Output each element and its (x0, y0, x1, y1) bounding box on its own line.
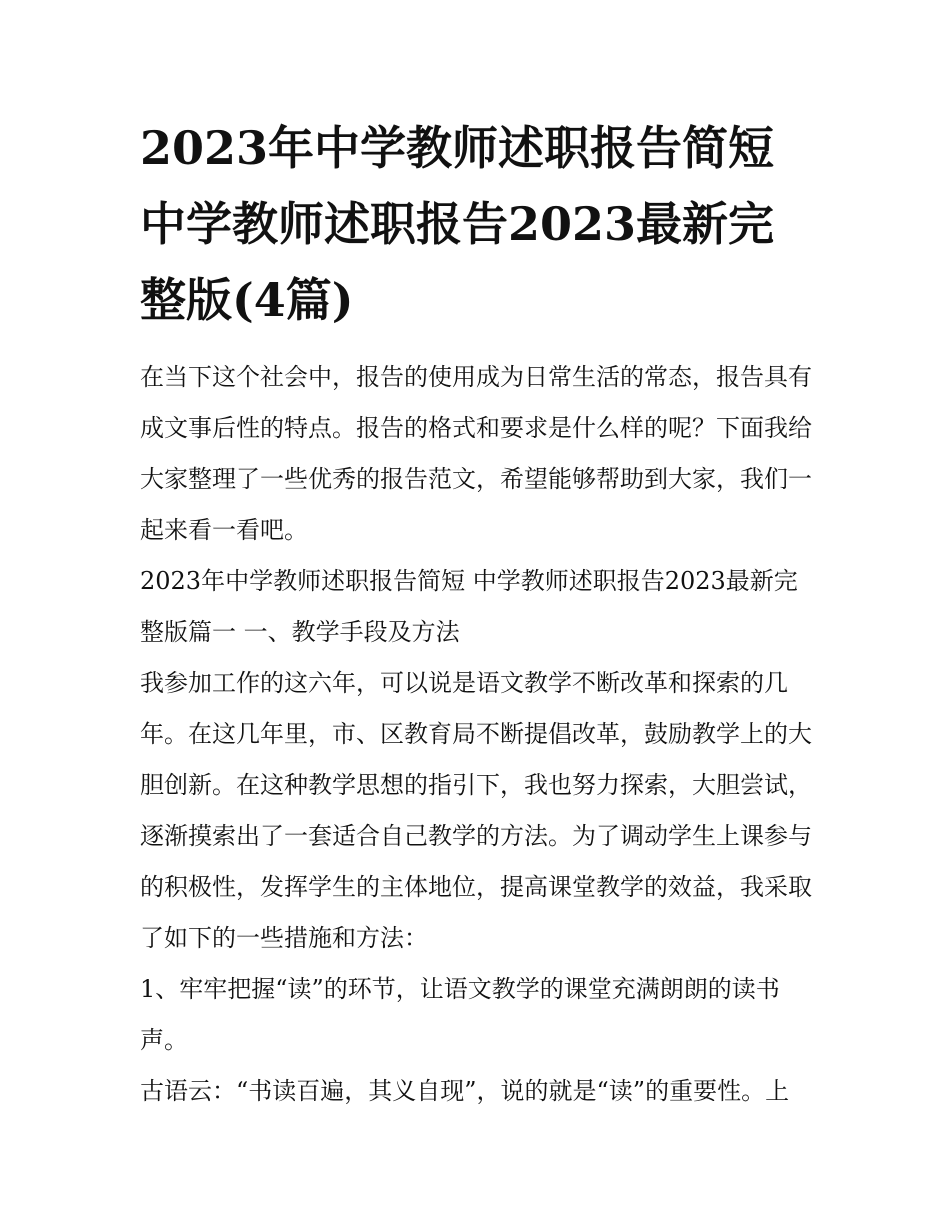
section-heading: 2023年中学教师述职报告简短 中学教师述职报告2023最新完整版篇一 一、教学手段及方法 (140, 567, 798, 646)
document-page (140, 110, 820, 1117)
list-item: 1、牢牢把握“读”的环节，让语文教学的课堂充满朗朗的读书声。 (140, 975, 780, 1054)
document-title: 2023年中学教师述职报告简短 中学教师述职报告2023最新完整版(4篇) (140, 121, 775, 327)
body-paragraph: 古语云：“书读百遍，其义自现”，说的就是“读”的重要性。上 (140, 1077, 790, 1105)
intro-paragraph: 在当下这个社会中，报告的使用成为日常生活的常态，报告具有成文事后性的特点。报告的格式和要求是什么样的呢？下面我给大家整理了一些优秀的报告范文，希望能够帮助到大家，我们一起来看一看吧。 (140, 363, 812, 544)
body-paragraph: 我参加工作的这六年，可以说是语文教学不断改革和探索的几年。在这几年里，市、区教育局不断提倡改革，鼓励教学上的大胆创新。在这种教学思想的指引下，我也努力探索，大胆尝试，逐渐摸索出了一套适合自己教学的方法。为了调动学生上课参与的积极性，发挥学生的主体地位，提高课堂教学的效益，我采取了如下的一些措施和方法： (140, 669, 812, 952)
